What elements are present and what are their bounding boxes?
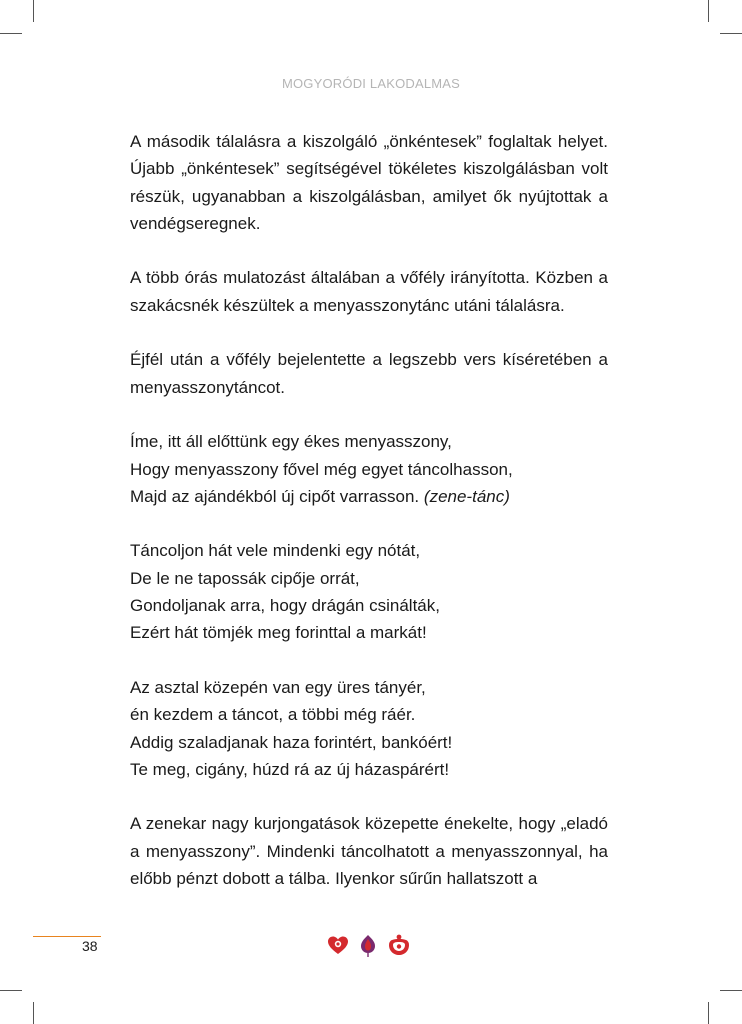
crop-mark — [0, 990, 22, 991]
crop-mark — [33, 1002, 34, 1024]
paragraph: A több órás mulatozást általában a vőfély irányította. Közben a szakácsnék készültek a menyasszonytánc utáni tálalásra. — [130, 268, 608, 315]
verse-line: én kezdem a táncot, a többi még ráér. — [130, 705, 416, 725]
verse-line: Ezért hát tömjék meg forinttal a markát! — [130, 623, 427, 643]
crop-mark — [720, 990, 742, 991]
verse-stanza — [130, 428, 608, 510]
crop-mark — [708, 0, 709, 22]
crop-mark — [33, 0, 34, 22]
verse-line: Addig szaladjanak haza forintért, bankóért! — [130, 732, 453, 752]
verse-line: Az asztal közepén van egy üres tányér, — [130, 677, 426, 697]
paragraph: A zenekar nagy kurjongatások közepette énekelte, hogy „eladó a menyasszony”. Mindenki táncolhatott a menyasszonnyal, ha előbb pénzt dobott a tálba. Ilyenkor sűrűn hallatszott a — [130, 814, 608, 889]
verse-line: De le ne tapossák cipője orrát, — [130, 568, 360, 588]
folk-ornaments — [326, 932, 414, 958]
crop-mark — [0, 33, 22, 34]
verse-line: Hogy menyasszony fővel még egyet táncolhasson, — [130, 459, 513, 479]
tulip-icon — [358, 933, 378, 957]
paragraph: Éjfél után a vőfély bejelentette a legszebb vers kíséretében a menyasszonytáncot. — [130, 350, 608, 397]
footer-rule — [33, 936, 101, 937]
verse-stanza — [130, 674, 608, 783]
verse-line: Táncoljon hát vele mindenki egy nótát, — [130, 541, 421, 561]
verse-line-with-note — [130, 483, 608, 510]
paragraph: A második tálalásra a kiszolgáló „önkéntesek” foglaltak helyet. Újabb „önkéntesek” segítségével tökéletes kiszolgálásban volt részük, ugyanabban a kiszolgálásban, amilyet ők nyújtottak a vendégseregnek. — [130, 132, 608, 233]
verse-line-text: Majd az ajándékból új cipőt varrasson. — [130, 486, 420, 506]
page-number: 38 — [82, 938, 98, 954]
pomegranate-icon — [386, 933, 412, 957]
body-text — [130, 128, 608, 892]
verse-line: Te meg, cigány, húzd rá az új házaspárért! — [130, 759, 450, 779]
verse-line: Gondoljanak arra, hogy drágán csinálták, — [130, 596, 440, 616]
running-head: MOGYORÓDI LAKODALMAS — [281, 76, 461, 91]
crop-mark — [720, 33, 742, 34]
crop-mark — [708, 1002, 709, 1024]
stage-note: (zene-tánc) — [423, 486, 510, 506]
verse-stanza — [130, 537, 608, 646]
verse-line: Íme, itt áll előttünk egy ékes menyasszony, — [130, 432, 452, 452]
heart-flower-icon — [326, 933, 350, 957]
